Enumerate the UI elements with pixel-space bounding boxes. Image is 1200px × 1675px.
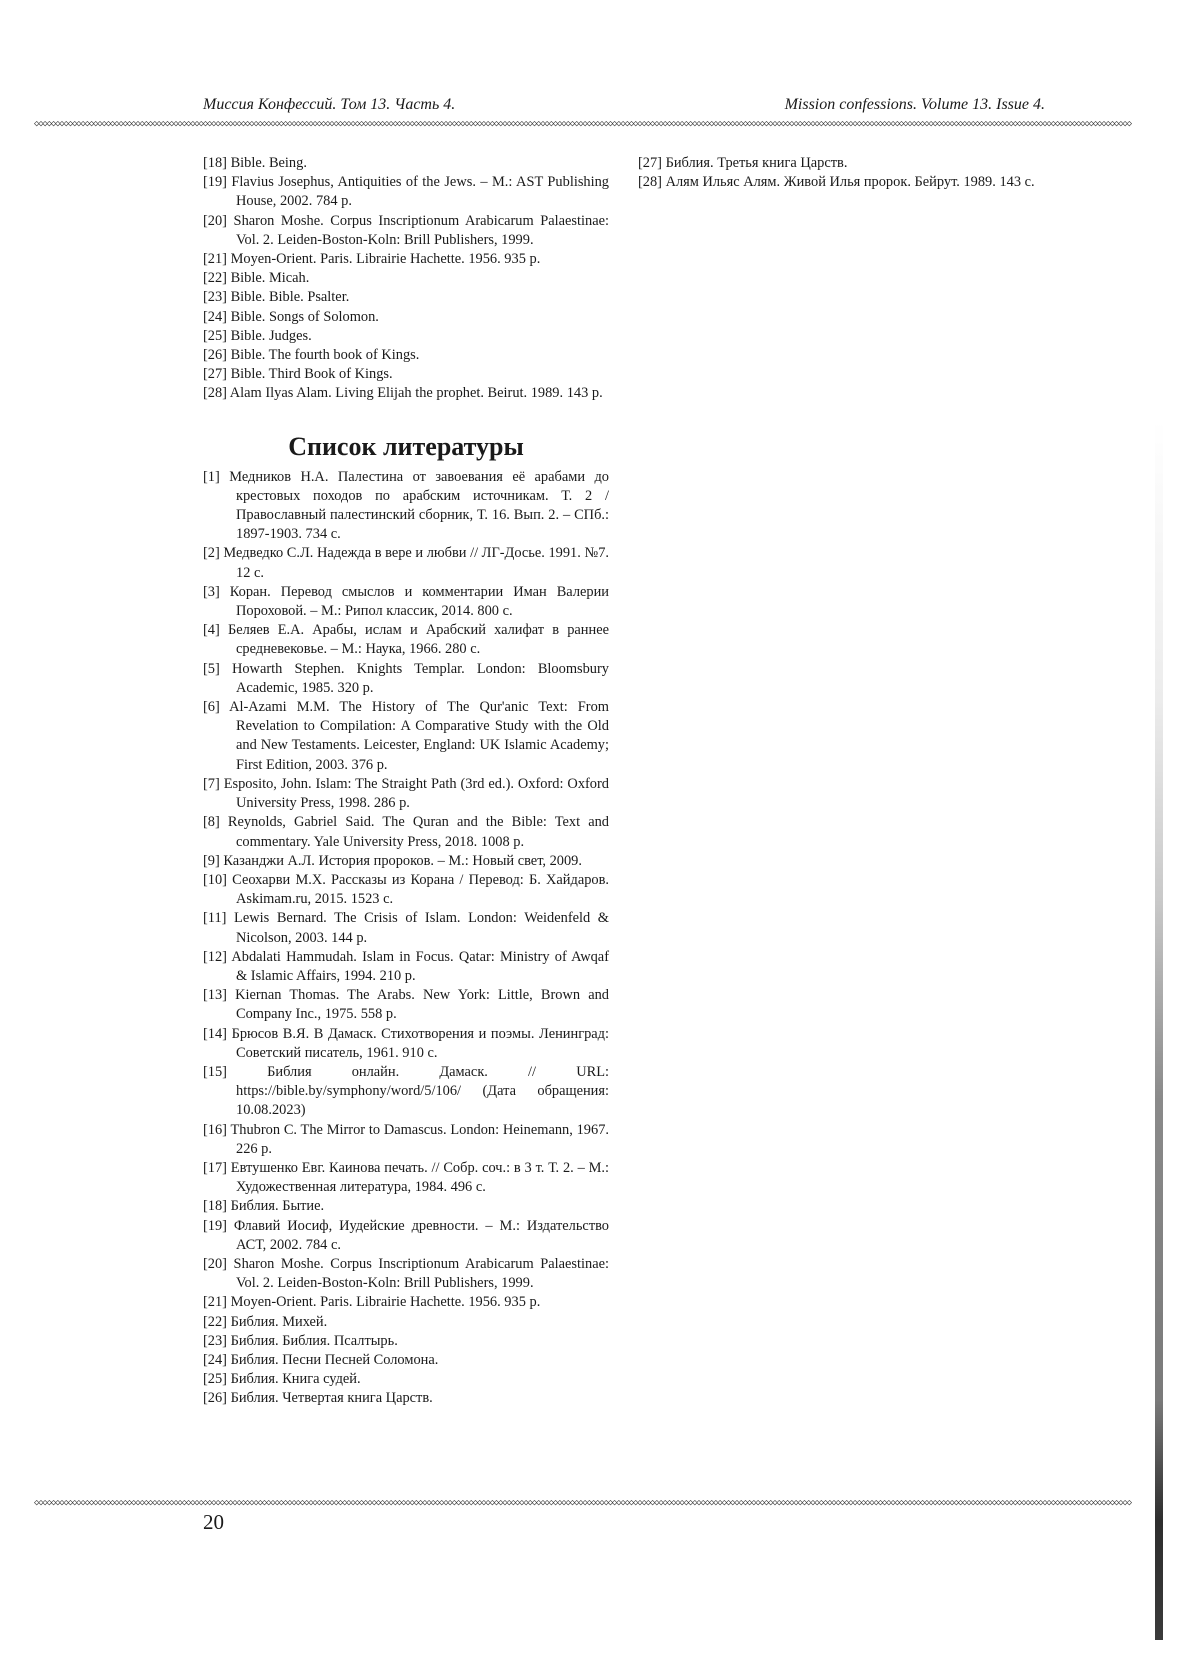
footer-ornament-divider: ◇◇◇◇◇◇◇◇◇◇◇◇◇◇◇◇◇◇◇◇◇◇◇◇◇◇◇◇◇◇◇◇◇◇◇◇◇◇◇◇◇◇◇◇◇◇◇◇◇◇◇◇◇◇◇◇◇◇◇◇◇◇◇◇◇◇◇◇◇◇◇◇◇◇◇◇◇◇◇◇◇◇◇◇◇◇◇◇◇◇◇◇◇◇◇◇◇◇◇◇◇◇◇◇◇◇◇◇◇◇◇◇◇◇◇◇◇◇◇◇◇◇◇◇◇◇◇◇◇◇◇◇◇◇◇◇◇◇◇◇◇◇◇◇◇◇◇◇◇◇◇◇◇◇◇◇◇◇◇◇◇◇◇◇◇◇◇◇◇◇◇◇◇◇◇◇◇◇◇◇◇◇◇◇◇◇◇◇◇◇◇◇◇◇◇◇◇◇◇◇◇◇◇◇◇◇◇◇◇◇◇◇◇◇◇◇◇◇◇◇◇◇◇◇◇◇◇◇◇◇◇◇◇◇◇◇◇◇◇◇◇◇◇◇◇◇◇◇◇◇◇◇◇◇◇◇◇◇◇◇ bbox=[34, 1499, 1156, 1507]
header-journal-en: Mission confessions. Volume 13. Issue 4. bbox=[785, 96, 1045, 114]
header-journal-ru: Миссия Конфессий. Том 13. Часть 4. bbox=[203, 96, 455, 114]
reference-item: [18] Bible. Being. bbox=[203, 154, 609, 173]
reference-item: [13] Kiernan Thomas. The Arabs. New York: Little, Brown and Company Inc., 1975. 558 p. bbox=[203, 986, 609, 1024]
reference-item: [23] Bible. Bible. Psalter. bbox=[203, 288, 609, 307]
reference-item: [27] Bible. Third Book of Kings. bbox=[203, 365, 609, 384]
page-edge-shadow bbox=[1155, 0, 1163, 1640]
reference-item: [20] Sharon Moshe. Corpus Inscriptionum Arabicarum Palaestinae: Vol. 2. Leiden-Boston-Koln: Brill Publishers, 1999. bbox=[203, 212, 609, 250]
reference-item: [28] Alam Ilyas Alam. Living Elijah the prophet. Beirut. 1989. 143 p. bbox=[203, 384, 609, 403]
reference-item: [4] Беляев Е.А. Арабы, ислам и Арабский халифат в раннее средневековье. – М.: Наука, 1966. 280 с. bbox=[203, 621, 609, 659]
reference-item: [7] Esposito, John. Islam: The Straight Path (3rd ed.). Oxford: Oxford University Press, 1998. 286 p. bbox=[203, 775, 609, 813]
section-title-references-ru: Список литературы bbox=[203, 430, 609, 464]
running-header bbox=[203, 96, 1045, 118]
reference-item: [27] Библия. Третья книга Царств. bbox=[638, 154, 1045, 173]
reference-item: [17] Евтушенко Евг. Каинова печать. // Собр. соч.: в 3 т. Т. 2. – М.: Художественная литература, 1984. 496 с. bbox=[203, 1159, 609, 1197]
references-ru-list bbox=[203, 468, 609, 1409]
reference-item: [28] Алям Ильяс Алям. Живой Илья пророк. Бейрут. 1989. 143 с. bbox=[638, 173, 1045, 192]
reference-item: [20] Sharon Moshe. Corpus Inscriptionum Arabicarum Palaestinae: Vol. 2. Leiden-Boston-Koln: Brill Publishers, 1999. bbox=[203, 1255, 609, 1293]
reference-item: [3] Коран. Перевод смыслов и комментарии Иман Валерии Пороховой. – М.: Рипол классик, 2014. 800 с. bbox=[203, 583, 609, 621]
page-number: 20 bbox=[203, 1510, 224, 1535]
reference-item: [2] Медведко С.Л. Надежда в вере и любви // ЛГ-Досье. 1991. №7. 12 с. bbox=[203, 544, 609, 582]
reference-item: [15] Библия онлайн. Дамаск. // URL: https://bible.by/symphony/word/5/106/ (Дата обращения: 10.08.2023) bbox=[203, 1063, 609, 1121]
reference-item: [10] Сеохарви М.Х. Рассказы из Корана / Перевод: Б. Хайдаров. Askimam.ru, 2015. 1523 с. bbox=[203, 871, 609, 909]
reference-item: [9] Казанджи А.Л. История пророков. – М.: Новый свет, 2009. bbox=[203, 852, 609, 871]
reference-item: [26] Bible. The fourth book of Kings. bbox=[203, 346, 609, 365]
reference-item: [8] Reynolds, Gabriel Said. The Quran and the Bible: Text and commentary. Yale University Press, 2018. 1008 p. bbox=[203, 813, 609, 851]
reference-item: [25] Библия. Книга судей. bbox=[203, 1370, 609, 1389]
reference-item: [21] Moyen-Orient. Paris. Librairie Hachette. 1956. 935 p. bbox=[203, 250, 609, 269]
reference-item: [5] Howarth Stephen. Knights Templar. London: Bloomsbury Academic, 1985. 320 p. bbox=[203, 660, 609, 698]
reference-item: [18] Библия. Бытие. bbox=[203, 1197, 609, 1216]
reference-item: [22] Bible. Micah. bbox=[203, 269, 609, 288]
reference-item: [24] Библия. Песни Песней Соломона. bbox=[203, 1351, 609, 1370]
reference-item: [26] Библия. Четвертая книга Царств. bbox=[203, 1389, 609, 1408]
reference-item: [23] Библия. Библия. Псалтырь. bbox=[203, 1332, 609, 1351]
reference-item: [6] Al-Azami M.M. The History of The Qur'anic Text: From Revelation to Compilation: A Comparative Study with the Old and New Testaments. Leicester, England: UK Islamic Academy; First Edition, 2003. 376 p. bbox=[203, 698, 609, 775]
reference-item: [16] Thubron C. The Mirror to Damascus. London: Heinemann, 1967. 226 p. bbox=[203, 1121, 609, 1159]
reference-item: [19] Flavius Josephus, Antiquities of the Jews. – M.: AST Publishing House, 2002. 784 p. bbox=[203, 173, 609, 211]
reference-item: [25] Bible. Judges. bbox=[203, 327, 609, 346]
right-column bbox=[638, 154, 1045, 192]
reference-item: [11] Lewis Bernard. The Crisis of Islam. London: Weidenfeld & Nicolson, 2003. 144 p. bbox=[203, 909, 609, 947]
reference-item: [19] Флавий Иосиф, Иудейские древности. – М.: Издательство АСТ, 2002. 784 с. bbox=[203, 1217, 609, 1255]
reference-item: [24] Bible. Songs of Solomon. bbox=[203, 308, 609, 327]
left-column bbox=[203, 154, 609, 1409]
references-ru-continued-list bbox=[638, 154, 1045, 192]
references-en-list bbox=[203, 154, 609, 404]
header-ornament-divider: ◇◇◇◇◇◇◇◇◇◇◇◇◇◇◇◇◇◇◇◇◇◇◇◇◇◇◇◇◇◇◇◇◇◇◇◇◇◇◇◇◇◇◇◇◇◇◇◇◇◇◇◇◇◇◇◇◇◇◇◇◇◇◇◇◇◇◇◇◇◇◇◇◇◇◇◇◇◇◇◇◇◇◇◇◇◇◇◇◇◇◇◇◇◇◇◇◇◇◇◇◇◇◇◇◇◇◇◇◇◇◇◇◇◇◇◇◇◇◇◇◇◇◇◇◇◇◇◇◇◇◇◇◇◇◇◇◇◇◇◇◇◇◇◇◇◇◇◇◇◇◇◇◇◇◇◇◇◇◇◇◇◇◇◇◇◇◇◇◇◇◇◇◇◇◇◇◇◇◇◇◇◇◇◇◇◇◇◇◇◇◇◇◇◇◇◇◇◇◇◇◇◇◇◇◇◇◇◇◇◇◇◇◇◇◇◇◇◇◇◇◇◇◇◇◇◇◇◇◇◇◇◇◇◇◇◇◇◇◇◇◇◇◇◇◇◇◇◇◇◇◇◇◇◇◇◇◇◇◇◇ bbox=[34, 120, 1156, 128]
reference-item: [22] Библия. Михей. bbox=[203, 1313, 609, 1332]
reference-item: [21] Moyen-Orient. Paris. Librairie Hachette. 1956. 935 p. bbox=[203, 1293, 609, 1312]
reference-item: [12] Abdalati Hammudah. Islam in Focus. Qatar: Ministry of Awqaf & Islamic Affairs, 1994. 210 p. bbox=[203, 948, 609, 986]
reference-item: [14] Брюсов В.Я. В Дамаск. Стихотворения и поэмы. Ленинград: Советский писатель, 1961. 910 с. bbox=[203, 1025, 609, 1063]
reference-item: [1] Медников Н.А. Палестина от завоевания её арабами до крестовых походов по арабским источникам. Т. 2 / Православный палестинский сборник, Т. 16. Вып. 2. – СПб.: 1897-1903. 734 с. bbox=[203, 468, 609, 545]
